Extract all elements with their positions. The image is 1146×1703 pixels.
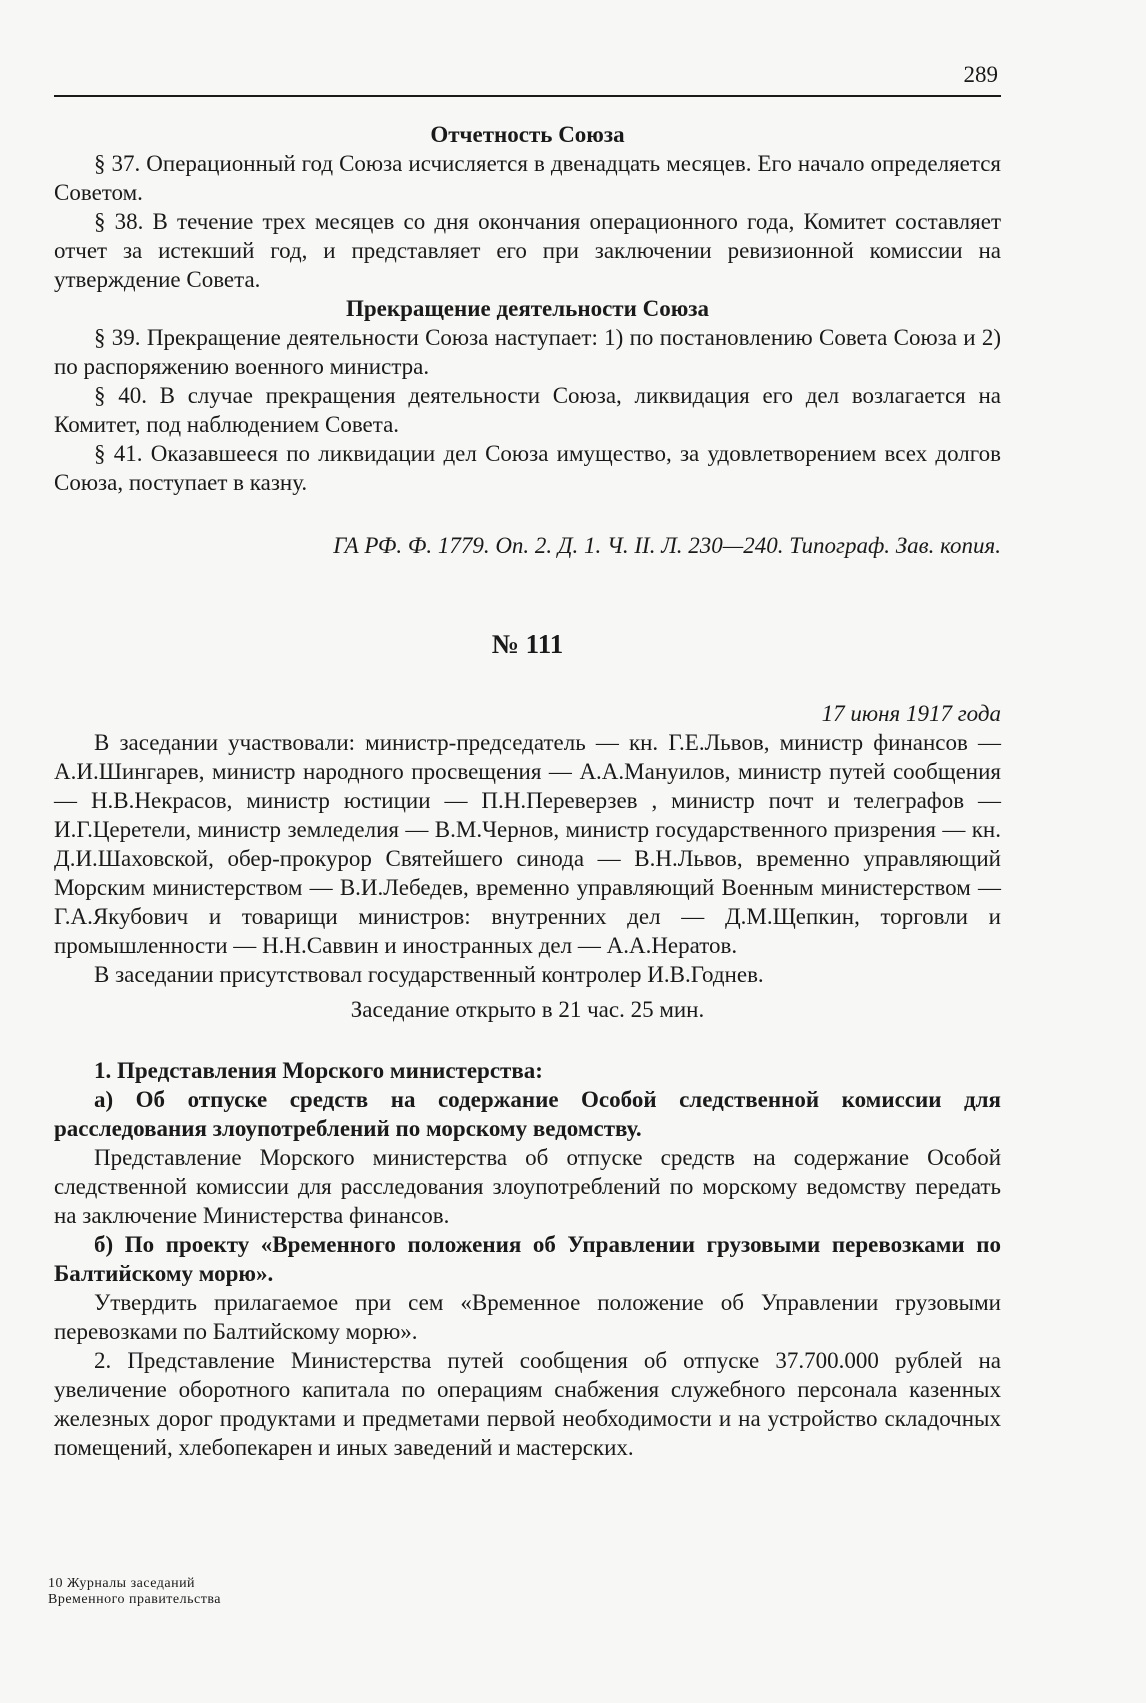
page-number: 289 xyxy=(963,62,998,87)
archive-source: ГА РФ. Ф. 1779. Оп. 2. Д. 1. Ч. II. Л. 230—240. Типограф. Зав. копия. xyxy=(333,533,1001,558)
paragraph-37: § 37. Операционный год Союза исчисляется в двенадцать месяцев. Его начало определяется Советом. xyxy=(54,151,1001,205)
footer-line-1: 10 Журналы заседаний xyxy=(48,1576,196,1591)
item-1b-text: Утвердить прилагаемое при сем «Временное положение об Управлении грузовыми перевозками по Балтийскому морю». xyxy=(54,1290,1001,1344)
footer-signature xyxy=(48,1576,221,1608)
participants-paragraph: В заседании участвовали: министр-председатель — кн. Г.Е.Львов, министр финансов — А.И.Шингарев, министр народного просвещения — А.А.Мануилов, министр путей сообщения — Н.В.Некрасов, министр юстиции — П.Н.Переверзев , министр почт и телеграфов — И.Г.Церетели, министр земледелия — В.М.Чернов, министр государственного призрения — кн. Д.И.Шаховской, обер-прокурор Святейшего синода — В.Н.Львов, временно управляющий Морским министерством — В.И.Лебедев, временно управляющий Военным министерством — Г.А.Якубович и товарищи министров: внутренних дел — Д.М.Щепкин, торговли и промышленности — Н.Н.Саввин и иностранных дел — А.А.Нератов. xyxy=(54,730,1001,958)
paragraph-41: § 41. Оказавшееся по ликвидации дел Союза имущество, за удовлетворением всех долгов Союза, поступает в казну. xyxy=(54,441,1001,495)
section-title-termination: Прекращение деятельности Союза xyxy=(345,296,710,321)
item-1-title: 1. Представления Морского министерства: xyxy=(94,1058,543,1083)
session-opened: Заседание открыто в 21 час. 25 мин. xyxy=(350,997,705,1022)
header-rule xyxy=(54,95,1001,97)
item-1a-text: Представление Морского министерства об отпуске средств на содержание Особой следственной комиссии для расследования злоупотреблений по морскому ведомству передать на заключение Министерства финансов. xyxy=(54,1145,1001,1228)
item-1b-title: б) По проекту «Временного положения об Управлении грузовыми перевозками по Балтийскому морю». xyxy=(54,1232,1001,1286)
document-date: 17 июня 1917 года xyxy=(821,701,1001,726)
footer-line-2: Временного правительства xyxy=(48,1592,221,1607)
present-paragraph: В заседании присутствовал государственный контролер И.В.Годнев. xyxy=(94,962,764,987)
paragraph-40: § 40. В случае прекращения деятельности Союза, ликвидация его дел возлагается на Комитет, под наблюдением Совета. xyxy=(54,383,1001,437)
item-2-text: 2. Представление Министерства путей сообщения об отпуске 37.700.000 рублей на увеличение оборотного капитала по операциям снабжения служебного персонала казенных железных дорог продуктами и предметами первой необходимости и на устройство складочных помещений, хлебопекарен и иных заведений и мастерских. xyxy=(54,1348,1001,1460)
paragraph-39: § 39. Прекращение деятельности Союза наступает: 1) по постановлению Совета Союза и 2) по распоряжению военного министра. xyxy=(54,325,1001,379)
document-body xyxy=(54,120,1001,1462)
paragraph-38: § 38. В течение трех месяцев со дня окончания операционного года, Комитет составляет отчет за истекший год, и представляет его при заключении ревизионной комиссии на утверждение Совета. xyxy=(54,209,1001,292)
document-number: № 111 xyxy=(491,629,564,659)
section-title-reporting: Отчетность Союза xyxy=(430,122,625,147)
item-1a-title: а) Об отпуске средств на содержание Особой следственной комиссии для расследования злоупотреблений по морскому ведомству. xyxy=(54,1087,1001,1141)
